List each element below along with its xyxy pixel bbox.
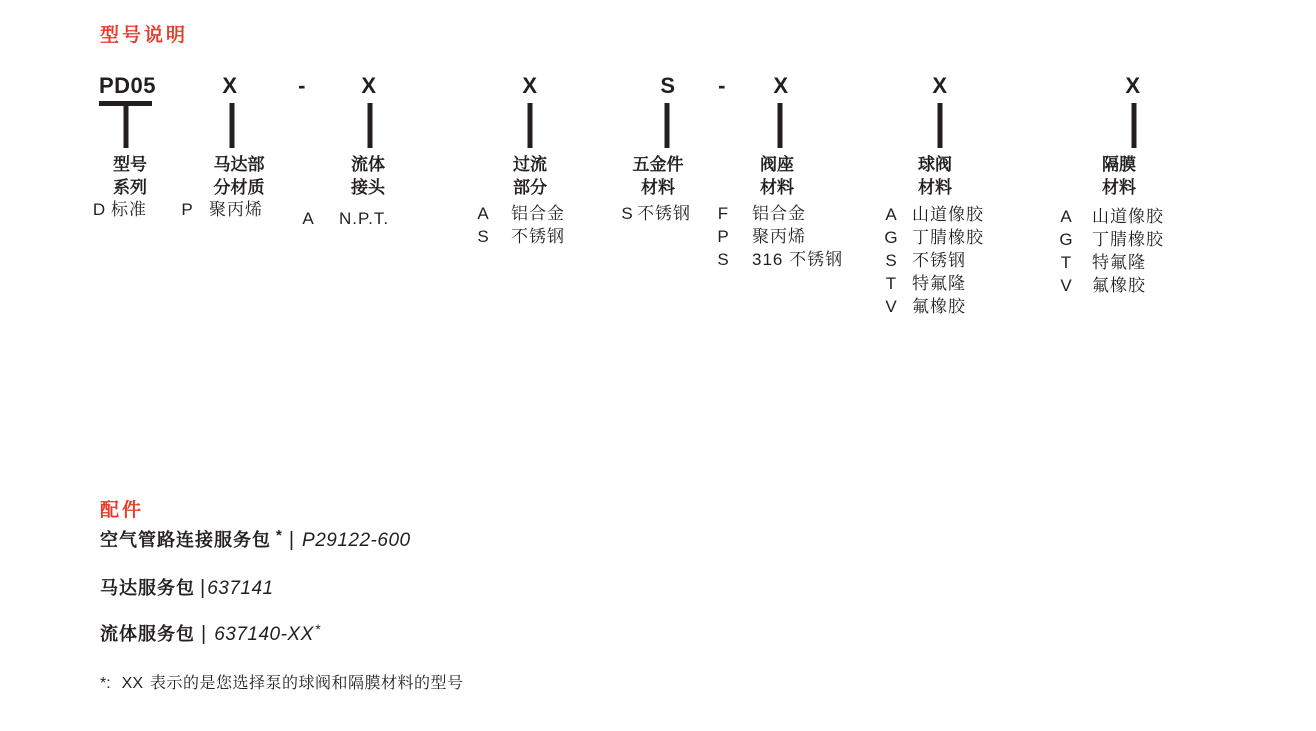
accessories-title: 配件: [100, 500, 145, 521]
option-letter: D: [92, 200, 106, 219]
option-letter: P: [181, 200, 193, 219]
option-text: 氟橡胶: [1092, 276, 1146, 295]
header-line: 材料: [641, 178, 675, 197]
header-line: 材料: [918, 178, 952, 197]
option-text: 山道像胶: [912, 205, 984, 224]
accessory-divider: |: [200, 577, 206, 599]
code-segment-diaphragm: X: [1125, 73, 1141, 98]
column-header-hardware: [633, 153, 684, 199]
connector-line: [528, 103, 533, 148]
header-line: 马达部: [213, 155, 265, 174]
connector-line: [778, 103, 783, 148]
option-text: 铝合金: [511, 204, 565, 223]
code-segment-seat: X: [773, 73, 789, 98]
accessory-divider: |: [201, 623, 207, 645]
code-segment-series: PD05: [99, 73, 157, 98]
footnote-marker: *:: [100, 675, 111, 692]
option-text: 铝合金: [752, 204, 806, 223]
option-text: 山道像胶: [1092, 207, 1164, 226]
header-line: 五金件: [632, 155, 684, 174]
option-text: 特氟隆: [912, 274, 966, 293]
option-text: 不锈钢: [912, 251, 966, 270]
accessory-item: [100, 526, 411, 552]
option-text: 丁腈橡胶: [1092, 230, 1164, 249]
option-letter: F: [717, 204, 729, 223]
connector-line: [230, 103, 235, 148]
option-text: N.P.T.: [339, 209, 390, 228]
option-text: 316 不锈钢: [752, 250, 844, 269]
code-segment-ball: X: [932, 73, 948, 98]
header-line: 材料: [760, 178, 794, 197]
option-text: 氟橡胶: [912, 297, 966, 316]
accessory-name: 流体服务包: [100, 624, 195, 644]
option-letter: G: [884, 228, 898, 247]
accessory-item: [100, 574, 274, 600]
option-letter: A: [477, 204, 489, 223]
header-line: 材料: [1102, 178, 1136, 197]
footnote-text: 表示的是您选择泵的球阀和隔膜材料的型号: [150, 675, 464, 692]
option-letter: S: [717, 250, 729, 269]
accessory-footnote-marker: *: [314, 621, 321, 637]
option-letter: A: [1060, 207, 1072, 226]
header-line: 流体: [351, 155, 385, 174]
option-letter: P: [717, 227, 729, 246]
option-text: 不锈钢: [637, 204, 691, 223]
column-header-diaphragm: [1102, 153, 1136, 199]
header-line: 部分: [513, 178, 547, 197]
connector-line: [1132, 103, 1137, 148]
option-text: 标准: [111, 200, 147, 219]
option-letter: A: [302, 209, 314, 228]
accessory-item: [100, 620, 320, 646]
column-header-wetted-section: [513, 153, 547, 199]
option-letter: T: [1060, 253, 1072, 272]
footnote: [100, 670, 464, 693]
option-letter: V: [885, 297, 897, 316]
option-letter: G: [1059, 230, 1073, 249]
column-header-seat: [760, 153, 794, 199]
option-text: 聚丙烯: [752, 227, 806, 246]
column-header-series: [113, 153, 147, 199]
accessory-part-number: 637140-XX: [214, 624, 314, 645]
option-letter: S: [477, 227, 489, 246]
accessory-name: 马达服务包: [100, 578, 195, 598]
header-line: 球阀: [918, 155, 952, 174]
code-segment-hardware: S: [660, 73, 676, 98]
header-line: 阀座: [760, 155, 794, 174]
header-line: 过流: [513, 155, 547, 174]
option-letter: S: [885, 251, 897, 270]
connector-line: [124, 104, 129, 148]
connector-line: [368, 103, 373, 148]
option-text: 丁腈橡胶: [912, 228, 984, 247]
connector-line: [665, 103, 670, 148]
code-separator-dash: -: [298, 73, 306, 98]
footnote-code: XX: [121, 675, 144, 692]
option-letter: S: [621, 204, 633, 223]
header-line: 隔膜: [1102, 155, 1136, 174]
page-title: 型号说明: [100, 25, 189, 46]
option-text: 特氟隆: [1092, 253, 1146, 272]
header-line: 系列: [113, 178, 147, 197]
connector-line: [938, 103, 943, 148]
code-segment-motor-material: X: [222, 73, 238, 98]
accessory-part-number: 637141: [207, 578, 274, 599]
option-letter: A: [885, 205, 897, 224]
accessory-part-number: P29122-600: [302, 530, 411, 551]
accessory-divider: |: [288, 529, 295, 551]
column-header-motor-material: [214, 153, 265, 199]
code-segment-fluid-connection: X: [361, 73, 377, 98]
option-letter: V: [1060, 276, 1072, 295]
code-segment-wetted-section: X: [522, 73, 538, 98]
accessory-name: 空气管路连接服务包: [100, 530, 271, 550]
option-text: 不锈钢: [511, 227, 565, 246]
column-header-ball: [918, 153, 952, 199]
option-text: 聚丙烯: [209, 200, 263, 219]
header-line: 型号: [113, 155, 147, 174]
option-letter: T: [885, 274, 897, 293]
header-line: 接头: [351, 178, 385, 197]
accessory-footnote-marker: *: [276, 527, 282, 544]
header-line: 分材质: [213, 178, 265, 197]
column-header-fluid-connection: [351, 153, 385, 199]
code-separator-dash: -: [718, 73, 726, 98]
